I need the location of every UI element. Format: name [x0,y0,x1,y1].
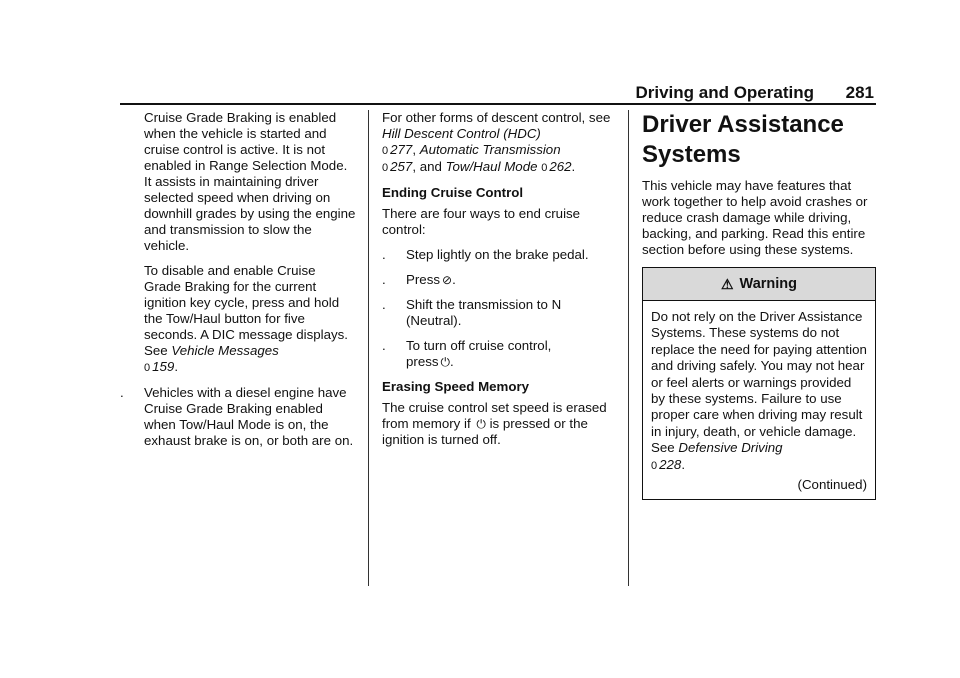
brake-pedal-bullet: Step lightly on the brake pedal. [406,247,589,262]
and-text: and [419,159,442,174]
list-item [382,272,618,288]
driver-assistance-title: Driver Assistance Systems [642,111,844,168]
warning-text: Do not rely on the Driver Assistance Systems. These systems do not replace the need for paying attention and driving safely. You may not hear or feel alerts or warnings provided by these systems. Failure to use proper care when driving may result in injury, death, or vehicle damage. See [651,309,867,456]
hdc-link[interactable]: Hill Descent Control (HDC) [382,126,541,141]
descent-control-text: For other forms of descent control, see [382,110,611,125]
cruise-cancel-icon: ⊘ [442,273,453,287]
driver-assistance-intro: This vehicle may have features that work together to help avoid crashes or reduce crash damage while driving, backing, and parking. Read this entire section before using these systems. [642,178,868,257]
turn-off-bullet: To turn off cruise control, press ⏻. [406,338,552,369]
list-item [382,297,618,329]
press-cancel-bullet: Press ⊘. [406,272,456,287]
warning-header [643,268,875,301]
list-item [382,338,618,370]
tow-haul-link[interactable]: Tow/Haul Mode [445,159,538,174]
disable-enable-paragraph: To disable and enable Cruise Grade Braking for the current ignition key cycle, press and hold the Tow/Haul button for five seconds. A DIC message displays. See Vehicle Messages 0 159. [144,263,348,374]
defensive-driving-page[interactable]: 228 [659,456,682,472]
descent-control-paragraph: For other forms of descent control, see Hill Descent Control (HDC) 0 277, Automatic Transmission 0 257, and Tow/Haul Mode 0 262. [382,110,611,174]
cruise-power-icon: ⏻ [440,355,451,369]
vehicle-messages-page[interactable]: 159 [152,359,175,374]
section-title: Driving and Operating [635,83,814,102]
page-ref-icon: 0 [382,162,389,174]
bullet-marker: . [382,247,386,262]
defensive-driving-link[interactable]: Defensive Driving [678,440,783,456]
vehicle-messages-link[interactable]: Vehicle Messages [171,343,279,358]
column-divider-1 [368,110,369,586]
page-ref-icon: 0 [382,145,389,157]
automatic-transmission-page[interactable]: 257 [390,159,413,174]
erase-text-start: The cruise control set speed is erased from memory if [382,400,607,431]
tow-haul-page[interactable]: 262 [549,159,572,174]
erase-memory-paragraph [382,400,618,448]
column-1 [120,110,356,458]
bullet-marker: . [382,297,386,312]
warning-label: Warning [739,276,798,292]
column-divider-2 [628,110,629,586]
bullet-marker: . [382,338,386,353]
erase-text-end: is pressed or the ignition is turned off. [382,416,588,447]
automatic-transmission-link[interactable]: Automatic Transmission [419,142,561,157]
erasing-memory-heading: Erasing Speed Memory [382,379,530,394]
column-3 [642,110,876,500]
column-2 [382,110,618,457]
diesel-engine-bullet: Vehicles with a diesel engine have Cruise Grade Braking enabled when Tow/Haul Mode is on, the exhaust brake is on, or both are on. [144,385,354,448]
page-header [120,80,876,102]
four-ways-paragraph: There are four ways to end cruise control: [382,206,581,237]
warning-box [642,267,876,500]
disable-enable-text: To disable and enable Cruise Grade Braking for the current ignition key cycle, press and hold the Tow/Haul button for five seconds. A DIC message displays. See [144,263,348,358]
cruise-power-icon: ⏻ [476,417,486,431]
page-ref-icon: 0 [144,362,151,374]
continued-label: (Continued) [797,477,867,493]
warning-body: Do not rely on the Driver Assistance Systems. These systems do not replace the need for paying attention and driving safely. You may not hear or feel alerts or warnings provided by these systems. Failure to use proper care when driving may result in injury, death, or vehicle damage. See Defensive Driving 0 228. (Continued) [651,309,867,493]
page-ref-icon: 0 [651,459,658,472]
list-item [120,385,356,449]
page-ref-icon: 0 [541,162,548,174]
warning-icon: ⚠ [720,276,734,292]
cruise-grade-braking-paragraph: Cruise Grade Braking is enabled when the vehicle is started and cruise control is active. It is not enabled in Range Selection Mode. It assists in maintaining driver selected speed when driving on downhill grades by using the engine and transmission to slow the vehicle. [144,110,356,253]
neutral-bullet: Shift the transmission to N (Neutral). [406,297,562,328]
hdc-page[interactable]: 277 [390,142,413,157]
press-text: Press [406,272,440,287]
list-item [382,247,618,263]
press-text: press [406,354,439,369]
bullet-marker: . [120,385,124,400]
bullet-marker: . [382,272,386,287]
header-rule [120,103,876,105]
turn-off-text: To turn off cruise control, [406,338,552,353]
ending-cruise-heading: Ending Cruise Control [382,185,524,200]
page-number: 281 [845,83,874,102]
